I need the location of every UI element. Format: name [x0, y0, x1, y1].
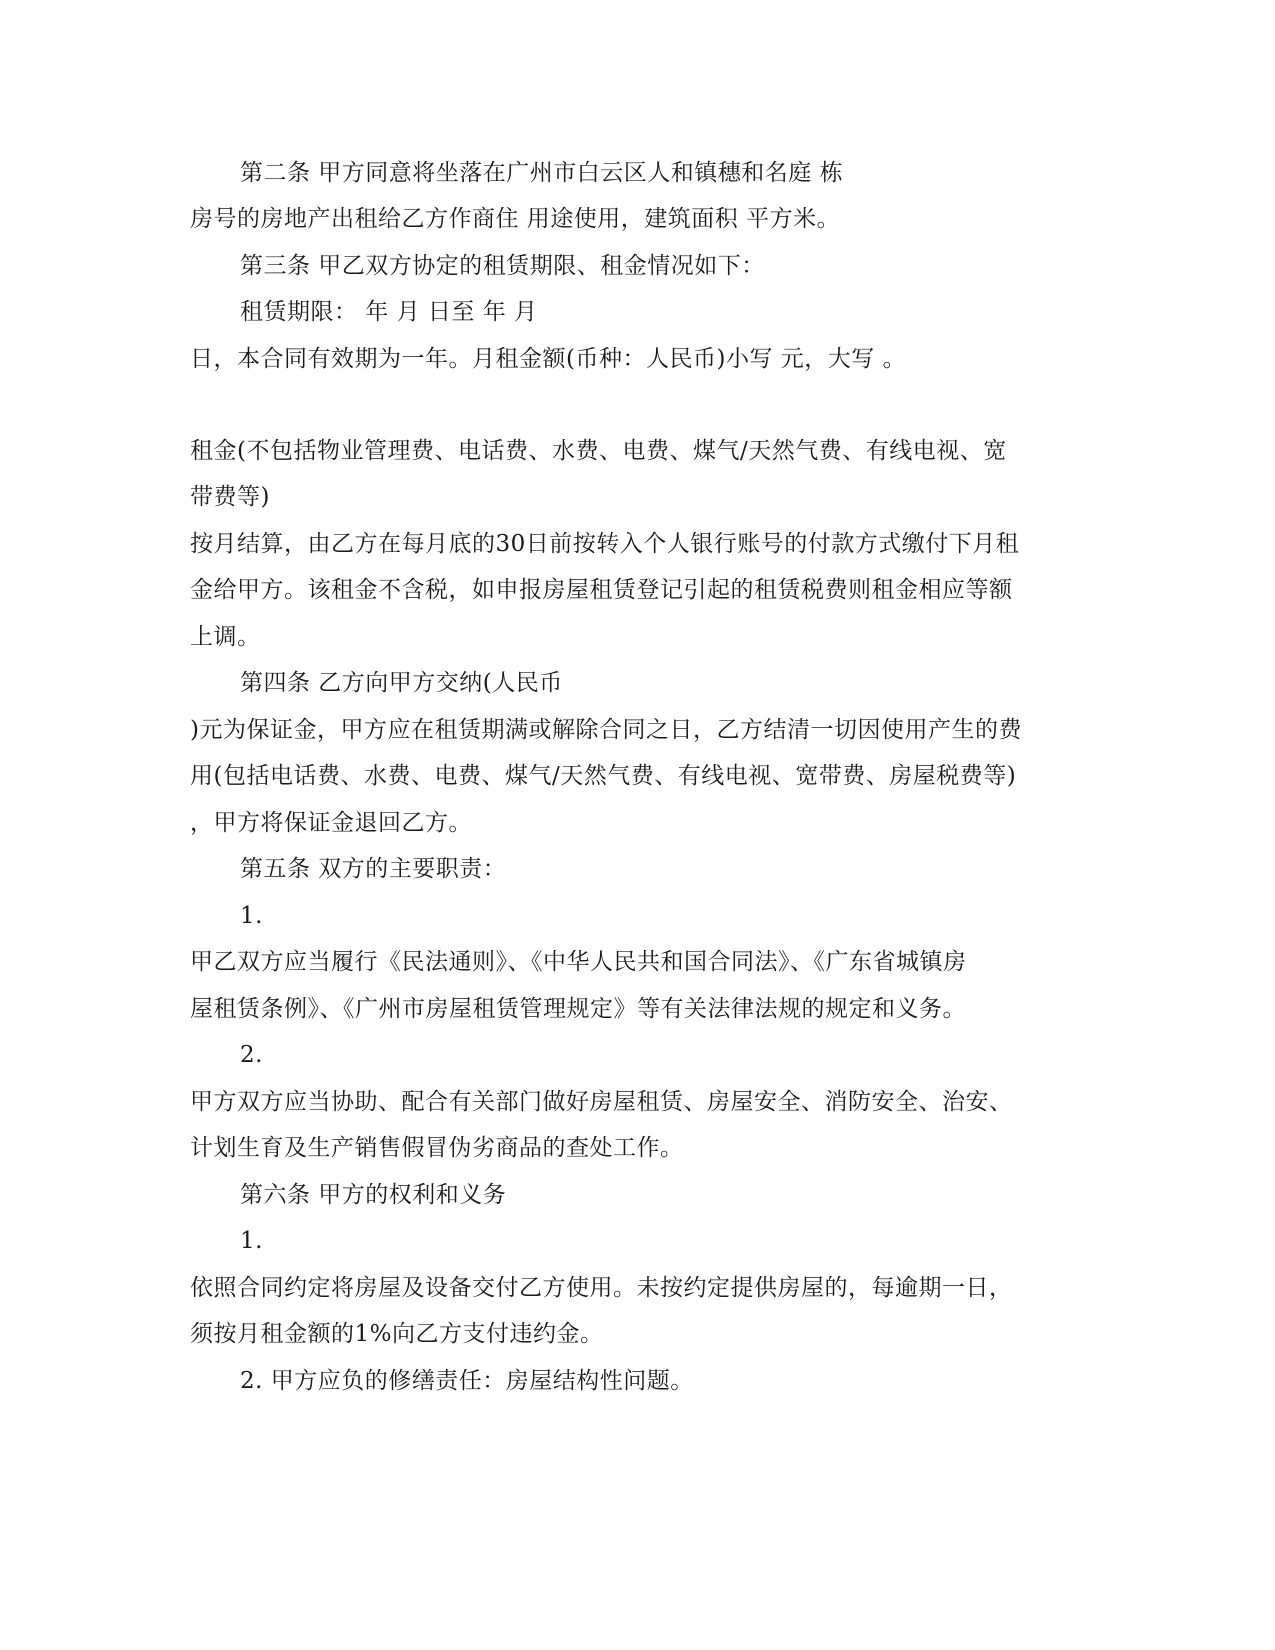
article-5-item-1-line-2: 屋租赁条例》、《广州市房屋租赁管理规定》等有关法律法规的规定和义务。: [190, 996, 966, 1022]
article-3-heading: 第三条 甲乙双方协定的租赁期限、租金情况如下：: [240, 253, 765, 279]
article-6-heading: 第六条 甲方的权利和义务: [240, 1182, 507, 1208]
article-6-item-2: 2. 甲方应负的修缮责任：房屋结构性问题。: [240, 1368, 694, 1394]
article-4-line-4: ，甲方将保证金退回乙方。: [190, 810, 472, 836]
article-5-item-2-line-2: 计划生育及生产销售假冒伪劣商品的查处工作。: [190, 1135, 684, 1161]
article-4-line-1: 第四条 乙方向甲方交纳(人民币: [240, 670, 563, 696]
article-6-item-1-line-1: 依照合同约定将房屋及设备交付乙方使用。未按约定提供房屋的，每逾期一日，: [190, 1275, 1013, 1301]
rent-exclusion-line-1: 租金(不包括物业管理费、电话费、水费、电费、煤气/天然气费、有线电视、宽: [190, 438, 1007, 464]
article-2-line-1: 第二条 甲方同意将坐落在广州市白云区人和镇穗和名庭 栋: [240, 160, 844, 186]
article-5-item-2-line-1: 甲方双方应当协助、配合有关部门做好房屋租赁、房屋安全、消防安全、治安、: [190, 1089, 1013, 1115]
article-4-line-2: )元为保证金，甲方应在租赁期满或解除合同之日，乙方结清一切因使用产生的费: [190, 717, 1022, 743]
article-5-item-1-line-1: 甲乙双方应当履行《民法通则》、《中华人民共和国合同法》、《广东省城镇房: [190, 949, 967, 975]
article-5-item-2-number: 2.: [240, 1042, 263, 1068]
article-6-item-1-line-2: 须按月租金额的1%向乙方支付违约金。: [190, 1321, 604, 1347]
rent-exclusion-line-2: 带费等): [190, 484, 270, 510]
rent-payment-line-3: 上调。: [190, 624, 261, 650]
article-2-line-2: 房号的房地产出租给乙方作商住 用途使用，建筑面积 平方米。: [190, 206, 841, 232]
rent-payment-line-2: 金给甲方。该租金不含税，如申报房屋租赁登记引起的租赁税费则租金相应等额: [190, 577, 1013, 603]
article-5-heading: 第五条 双方的主要职责：: [240, 856, 507, 882]
article-4-line-3: 用(包括电话费、水费、电费、煤气/天然气费、有线电视、宽带费、房屋税费等): [190, 763, 1017, 789]
article-5-item-1-number: 1.: [240, 903, 263, 929]
article-6-item-1-number: 1.: [240, 1228, 263, 1254]
lease-term-line-1: 租赁期限： 年 月 日至 年 月: [240, 299, 538, 325]
lease-term-line-2: 日，本合同有效期为一年。月租金额(币种：人民币)小写 元，大写 。: [190, 346, 907, 372]
rent-payment-line-1: 按月结算，由乙方在每月底的30日前按转入个人银行账号的付款方式缴付下月租: [190, 531, 1020, 557]
